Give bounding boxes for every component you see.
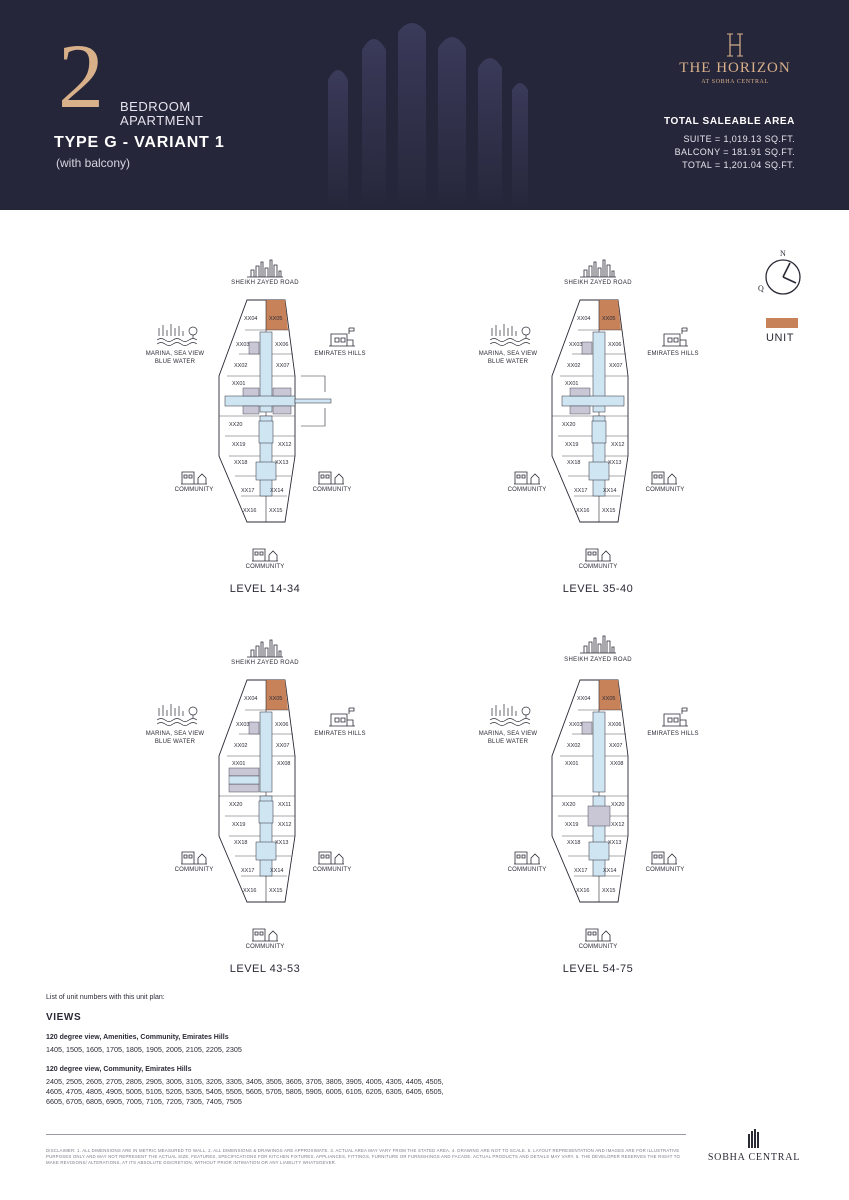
unit-xx02: XX02 <box>234 363 248 369</box>
unit-xx03: XX03 <box>569 722 583 728</box>
unit-xx20: XX20 <box>229 802 243 808</box>
unit-xx15: XX15 <box>269 508 283 514</box>
left-view-line-1: MARINA, SEA VIEW <box>145 731 205 737</box>
left-view-line-1: MARINA, SEA VIEW <box>145 351 205 357</box>
unit-xx14: XX14 <box>270 488 284 494</box>
community-icon-bottom <box>251 545 279 563</box>
unit-xx06: XX06 <box>608 722 622 728</box>
tower-plan <box>548 676 668 906</box>
road-label: SHEIKH ZAYED ROAD <box>231 280 299 286</box>
left-view-line-1: MARINA, SEA VIEW <box>478 351 538 357</box>
unit-xx07: XX07 <box>609 743 623 749</box>
unit-xx05: XX05 <box>602 696 616 702</box>
tower-plan <box>548 296 668 526</box>
road-label: SHEIKH ZAYED ROAD <box>564 657 632 663</box>
view-2-units-line-1: 2405, 2505, 2605, 2705, 2805, 2905, 3005, 3105, 3205, 3305, 3405, 3505, 3605, 3705, 3805, 3905, 4005, 4305, 4405, 4505, <box>46 1077 444 1086</box>
unit-xx03: XX03 <box>236 722 250 728</box>
bedroom-label <box>120 100 203 128</box>
unit-xx20-right: XX20 <box>611 802 625 808</box>
brand-subtitle: AT SOBHA CENTRAL <box>701 79 769 85</box>
horizon-h-icon <box>725 32 745 58</box>
unit-xx12: XX12 <box>611 442 625 448</box>
unit-xx04: XX04 <box>577 316 591 322</box>
community-label-left: COMMUNITY <box>507 487 547 493</box>
marina-view-icon <box>488 702 534 728</box>
sobha-tower-icon <box>747 1128 761 1148</box>
unit-xx13: XX13 <box>608 840 622 846</box>
community-icon-left <box>513 468 541 486</box>
area-suite: SUITE = 1,019.13 SQ.FT. <box>683 134 795 144</box>
unit-xx20: XX20 <box>229 422 243 428</box>
unit-xx01: XX01 <box>232 761 246 767</box>
unit-xx13: XX13 <box>275 460 289 466</box>
unit-xx01: XX01 <box>565 761 579 767</box>
header-banner <box>0 0 849 210</box>
unit-xx12: XX12 <box>611 822 625 828</box>
skyline-icon <box>578 632 618 654</box>
unit-xx07: XX07 <box>276 363 290 369</box>
unit-xx19: XX19 <box>232 822 246 828</box>
view-2-heading: 120 degree view, Community, Emirates Hills <box>46 1066 192 1073</box>
floor-plan-level-14-34 <box>135 250 395 595</box>
community-label-right: COMMUNITY <box>645 487 685 493</box>
saleable-area <box>664 116 795 172</box>
unit-xx20: XX20 <box>562 802 576 808</box>
bedroom-line-1: BEDROOM <box>120 99 191 114</box>
unit-xx03: XX03 <box>569 342 583 348</box>
community-label-left: COMMUNITY <box>507 867 547 873</box>
community-label-left: COMMUNITY <box>174 487 214 493</box>
compass-icon <box>756 247 806 299</box>
unit-xx18: XX18 <box>234 460 248 466</box>
unit-xx16: XX16 <box>243 888 257 894</box>
view-2-units-line-3: 6605, 6705, 6805, 6905, 7005, 7105, 7205, 7305, 7405, 7505 <box>46 1097 242 1106</box>
unit-xx17: XX17 <box>241 488 255 494</box>
level-label: LEVEL 14-34 <box>229 583 301 595</box>
unit-type-title: TYPE G - VARIANT 1 <box>54 134 225 151</box>
community-icon-left <box>513 848 541 866</box>
left-view-label <box>135 350 215 366</box>
unit-xx14: XX14 <box>270 868 284 874</box>
unit-xx01: XX01 <box>565 381 579 387</box>
unit-xx04: XX04 <box>577 696 591 702</box>
floor-plan-level-35-40 <box>468 250 728 595</box>
unit-xx11: XX11 <box>278 802 292 808</box>
unit-xx19: XX19 <box>232 442 246 448</box>
community-icon-bottom <box>584 925 612 943</box>
unit-xx16: XX16 <box>576 888 590 894</box>
unit-xx08: XX08 <box>277 761 291 767</box>
view-2-units-line-2: 4605, 4705, 4805, 4905, 5005, 5105, 5205, 5305, 5405, 5505, 5605, 5705, 5805, 5905, 6005, 6105, 6205, 6305, 6405, 6505, <box>46 1087 444 1096</box>
community-label-bottom: COMMUNITY <box>245 564 285 570</box>
community-label-bottom: COMMUNITY <box>578 944 618 950</box>
unit-xx06: XX06 <box>275 342 289 348</box>
unit-xx18: XX18 <box>234 840 248 846</box>
unit-xx18: XX18 <box>567 840 581 846</box>
unit-xx02: XX02 <box>567 743 581 749</box>
tower-plan <box>215 296 335 526</box>
unit-xx13: XX13 <box>275 840 289 846</box>
area-title: TOTAL SALEABLE AREA <box>663 116 795 127</box>
community-label-bottom: COMMUNITY <box>245 944 285 950</box>
community-icon-left <box>180 468 208 486</box>
marina-view-icon <box>488 322 534 348</box>
compass-q-label: Q <box>758 284 764 293</box>
community-label-bottom: COMMUNITY <box>578 564 618 570</box>
left-view-line-2: BLUE WATER <box>487 359 529 365</box>
unit-xx17: XX17 <box>574 868 588 874</box>
left-view-line-1: MARINA, SEA VIEW <box>478 731 538 737</box>
unit-xx06: XX06 <box>608 342 622 348</box>
right-view-label: EMIRATES HILLS <box>314 731 366 737</box>
views-heading: VIEWS <box>46 1012 82 1023</box>
unit-list-intro: List of unit numbers with this unit plan: <box>46 994 165 1001</box>
community-icon-bottom <box>251 925 279 943</box>
left-view-label <box>468 350 548 366</box>
community-label-left: COMMUNITY <box>174 867 214 873</box>
compass-north-label: N <box>780 249 786 258</box>
unit-type-subtitle: (with balcony) <box>56 156 131 170</box>
community-label-right: COMMUNITY <box>645 867 685 873</box>
unit-xx12: XX12 <box>278 442 292 448</box>
unit-xx15: XX15 <box>602 888 616 894</box>
community-label-right: COMMUNITY <box>312 487 352 493</box>
view-1-units: 1405, 1505, 1605, 1705, 1805, 1905, 2005, 2105, 2205, 2305 <box>46 1045 242 1054</box>
level-label: LEVEL 54-75 <box>562 963 634 975</box>
brand-name: THE HORIZON <box>679 60 791 76</box>
unit-xx17: XX17 <box>574 488 588 494</box>
floor-plan-level-54-75 <box>468 630 728 975</box>
left-view-line-2: BLUE WATER <box>487 739 529 745</box>
unit-xx14: XX14 <box>603 868 617 874</box>
road-label: SHEIKH ZAYED ROAD <box>231 660 299 666</box>
area-total: TOTAL = 1,201.04 SQ.FT. <box>682 160 795 170</box>
unit-legend-label: UNIT <box>766 332 795 344</box>
right-view-label: EMIRATES HILLS <box>314 351 366 357</box>
unit-xx15: XX15 <box>269 888 283 894</box>
unit-xx07: XX07 <box>609 363 623 369</box>
company-name: SOBHA CENTRAL <box>707 1152 801 1163</box>
road-label: SHEIKH ZAYED ROAD <box>564 280 632 286</box>
unit-xx06: XX06 <box>275 722 289 728</box>
skyline-icon <box>578 256 618 278</box>
footer-divider <box>46 1134 686 1135</box>
view-1-heading: 120 degree view, Amenities, Community, Emirates Hills <box>46 1034 229 1041</box>
floor-plan-level-43-53 <box>135 630 395 975</box>
brand-logo <box>660 32 810 85</box>
right-view-label: EMIRATES HILLS <box>647 731 699 737</box>
area-balcony: BALCONY = 181.91 SQ.FT. <box>674 147 795 157</box>
skyline-icon <box>245 636 285 658</box>
level-label: LEVEL 35-40 <box>562 583 634 595</box>
unit-xx02: XX02 <box>234 743 248 749</box>
right-view-label: EMIRATES HILLS <box>647 351 699 357</box>
unit-legend-swatch <box>766 318 798 328</box>
unit-xx16: XX16 <box>576 508 590 514</box>
unit-xx13: XX13 <box>608 460 622 466</box>
unit-xx08: XX08 <box>610 761 624 767</box>
unit-xx19: XX19 <box>565 822 579 828</box>
left-view-label <box>135 730 215 746</box>
unit-xx05: XX05 <box>602 316 616 322</box>
bedroom-count: 2 <box>58 25 104 127</box>
unit-xx01: XX01 <box>232 381 246 387</box>
bedroom-line-2: APARTMENT <box>120 113 204 128</box>
community-icon-left <box>180 848 208 866</box>
unit-xx18: XX18 <box>567 460 581 466</box>
sobha-logo <box>702 1128 806 1163</box>
community-icon-bottom <box>584 545 612 563</box>
unit-xx04: XX04 <box>244 316 258 322</box>
unit-xx14: XX14 <box>603 488 617 494</box>
unit-xx15: XX15 <box>602 508 616 514</box>
marina-view-icon <box>155 702 201 728</box>
level-label: LEVEL 43-53 <box>229 963 301 975</box>
unit-xx04: XX04 <box>244 696 258 702</box>
marina-view-icon <box>155 322 201 348</box>
building-graphic <box>320 20 530 210</box>
unit-xx07: XX07 <box>276 743 290 749</box>
unit-xx02: XX02 <box>567 363 581 369</box>
unit-xx16: XX16 <box>243 508 257 514</box>
disclaimer-text: DISCLAIMER: 1. ALL DIMENSIONS ARE IN METRIC MEASURED TO WALL. 2. ALL DIMENSIONS & DRAWINGS ARE APPROXIMATE. 3. ACTUAL AREA MAY VARY FROM THE STATED AREA. 4. DRAWING ARE NOT TO SCALE. 5. LAYOUT REPRESENTATION AND IMAGES ARE FOR ILLUSTRATIVE PURPOSES ONLY AND MAY NOT REPRESENT THE ACTUAL SIZE, FEATURES, SPECIFICATIONS FOR KITCHEN FIXTURES, APPLIANCES, FITTINGS, FURNITURE OR FURNISHINGS AND FACADE. ACTUAL PRODUCTS AND DETAILS MAY VARY. 6. THE DEVELOPER RESERVES THE RIGHT TO MAKE REVISIONS/ ALTERATIONS, AT ITS ABSOLUTE DISCRETION, WITHOUT PRIOR INTIMATION OR ANY LIABILITY WHATSOEVER. <box>46 1148 681 1165</box>
unit-xx12: XX12 <box>278 822 292 828</box>
unit-xx03: XX03 <box>236 342 250 348</box>
unit-xx05: XX05 <box>269 696 283 702</box>
unit-xx05: XX05 <box>269 316 283 322</box>
community-label-right: COMMUNITY <box>312 867 352 873</box>
left-view-line-2: BLUE WATER <box>154 359 196 365</box>
left-view-line-2: BLUE WATER <box>154 739 196 745</box>
skyline-icon <box>245 256 285 278</box>
tower-plan <box>215 676 335 906</box>
unit-xx20: XX20 <box>562 422 576 428</box>
unit-xx19: XX19 <box>565 442 579 448</box>
unit-xx17: XX17 <box>241 868 255 874</box>
left-view-label <box>468 730 548 746</box>
